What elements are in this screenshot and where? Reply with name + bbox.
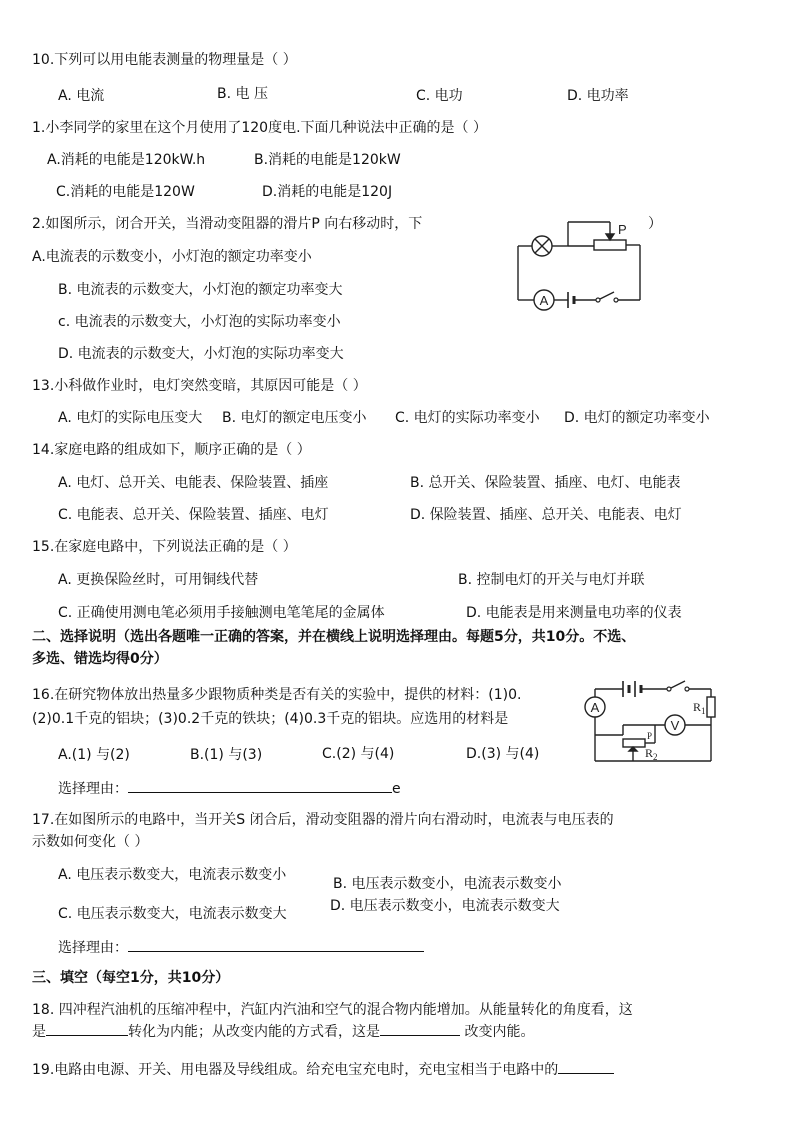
q13-option-a: A. 电灯的实际电压变大: [58, 410, 203, 426]
q16-reason-row: [58, 778, 401, 798]
q11-option-a: A.消耗的电能是120kW.h: [47, 152, 206, 168]
q18-line1: 18. 四冲程汽油机的压缩冲程中，汽缸内汽油和空气的混合物内能增加。从能量转化的角度看，这: [32, 1002, 633, 1018]
q15-stem: 15.在家庭电路中，下列说法正确的是（ ）: [32, 539, 297, 555]
q16-option-b: B.(1) 与(3): [190, 747, 263, 763]
q16-line2: (2)0.1千克的铝块；(3)0.2千克的铁块；(4)0.3千克的铝块。应选用的材料是: [32, 711, 509, 727]
q10-stem: 10.下列可以用电能表测量的物理量是（ ）: [32, 52, 297, 68]
q15-option-d: D. 电能表是用来测量电功率的仪表: [466, 605, 682, 621]
q16-option-a: A.(1) 与(2): [58, 747, 130, 763]
ammeter-label: A: [539, 293, 549, 308]
section3-heading: 三、填空（每空1分，共10分）: [32, 970, 230, 986]
q17-line2: 示数如何变化（ ）: [32, 834, 149, 850]
q17-reason-row: [58, 937, 424, 957]
q10-option-a: A. 电流: [58, 88, 105, 104]
section2-heading-line1: 二、选择说明（选出各题唯一正确的答案，并在横线上说明选择理由。每题5分，共10分。不选、: [32, 629, 636, 645]
q19-line1: [32, 1059, 614, 1079]
battery-icon: [568, 292, 574, 308]
switch-icon: [596, 298, 618, 302]
q13-stem: 13.小科做作业时，电灯突然变暗，其原因可能是（ ）: [32, 378, 367, 394]
q16-reason-blank[interactable]: [128, 778, 392, 793]
battery-icon: [623, 681, 641, 697]
switch-icon: [667, 687, 689, 691]
r2-label: $R_2$: [645, 746, 658, 762]
q13-option-d: D. 电灯的额定功率变小: [564, 410, 710, 426]
q11-stem: 1.小李同学的家里在这个月使用了120度电.下面几种说法中正确的是（ ）: [32, 120, 487, 136]
q17-reason-blank[interactable]: [128, 937, 424, 952]
ammeter-label: A: [590, 700, 600, 715]
q18-text-c: 改变内能。: [460, 1024, 535, 1040]
q18-text-b: 转化为内能；从改变内能的方式看，这是: [128, 1024, 380, 1040]
q17-option-a: A. 电压表示数变大，电流表示数变小: [58, 867, 287, 883]
q17-option-b: B. 电压表示数变小，电流表示数变小: [333, 876, 562, 892]
lamp-icon: [532, 236, 552, 256]
q14-option-a: A. 电灯、总开关、电能表、保险装置、插座: [58, 475, 329, 491]
q10-option-c: C. 电功: [416, 88, 463, 104]
section2-heading-line2: 多选、错选均得0分）: [32, 651, 168, 667]
q14-stem: 14.家庭电路的组成如下，顺序正确的是（ ）: [32, 442, 311, 458]
q11-option-d: D.消耗的电能是120J: [262, 184, 393, 200]
q17-option-c: C. 电压表示数变大，电流表示数变大: [58, 906, 287, 922]
q16-line1: 16.在研究物体放出热量多少跟物质种类是否有关的实验中，提供的材料：(1)0.: [32, 687, 522, 703]
q16-option-d: D.(3) 与(4): [466, 746, 540, 762]
voltmeter-label: V: [670, 718, 680, 733]
r1-label: $R_1$: [693, 700, 706, 716]
q15-option-b: B. 控制电灯的开关与电灯并联: [458, 572, 645, 588]
q10-option-b: B. 电 压: [217, 86, 268, 102]
q12-option-c: c. 电流表的示数变大，小灯泡的实际功率变小: [58, 314, 341, 330]
voltmeter-icon: [665, 715, 685, 735]
q12-stem: 2.如图所示，闭合开关，当滑动变阻器的滑片P 向右移动时，下: [32, 216, 423, 232]
figure-overlap-mask: [514, 212, 522, 234]
q18-blank-1[interactable]: [46, 1021, 128, 1036]
q17-reason-label: 选择理由：: [58, 940, 128, 956]
q18-line2: [32, 1021, 534, 1041]
q12-option-b: B. 电流表的示数变大，小灯泡的额定功率变大: [58, 282, 343, 298]
q14-option-c: C. 电能表、总开关、保险装置、插座、电灯: [58, 507, 329, 523]
q15-option-a: A. 更换保险丝时，可用铜线代替: [58, 572, 259, 588]
q16-reason-label: 选择理由：: [58, 781, 128, 797]
q18-text-a: 是: [32, 1024, 46, 1040]
q16-option-c: C.(2) 与(4): [322, 746, 395, 762]
q12-option-d: D. 电流表的示数变大，小灯泡的实际功率变大: [58, 346, 344, 362]
q10-option-d: D. 电功率: [567, 88, 629, 104]
ammeter-icon: [585, 697, 605, 717]
q16-reason-tail: e: [392, 781, 401, 797]
q19-text: 19.电路由电源、开关、用电器及导线组成。给充电宝充电时，充电宝相当于电路中的: [32, 1062, 559, 1078]
q17-option-d: D. 电压表示数变小，电流表示数变大: [330, 898, 560, 914]
q13-option-c: C. 电灯的实际功率变小: [395, 410, 540, 426]
q18-blank-2[interactable]: [380, 1021, 460, 1036]
ammeter-icon: [534, 290, 554, 310]
q12-circuit-diagram: [514, 212, 646, 308]
q11-option-b: B.消耗的电能是120kW: [254, 152, 401, 168]
q14-option-d: D. 保险装置、插座、总开关、电能表、电灯: [410, 507, 682, 523]
q12-option-a: A.电流表的示数变小，小灯泡的额定功率变小: [32, 249, 312, 265]
q14-option-b: B. 总开关、保险装置、插座、电灯、电能表: [410, 475, 681, 491]
q16-circuit-diagram: [583, 677, 719, 765]
q13-option-b: B. 电灯的额定电压变小: [222, 410, 367, 426]
q12-stem-end: ）: [648, 216, 662, 232]
q11-option-c: C.消耗的电能是120W: [56, 184, 195, 200]
slider-label-p: P: [647, 731, 653, 741]
slider-label-p: P: [618, 222, 627, 237]
q19-blank[interactable]: [558, 1059, 614, 1074]
q17-line1: 17.在如图所示的电路中，当开关S 闭合后，滑动变阻器的滑片向右滑动时，电流表与电压表的: [32, 812, 614, 828]
q15-option-c: C. 正确使用测电笔必须用手接触测电笔笔尾的金属体: [58, 605, 385, 621]
